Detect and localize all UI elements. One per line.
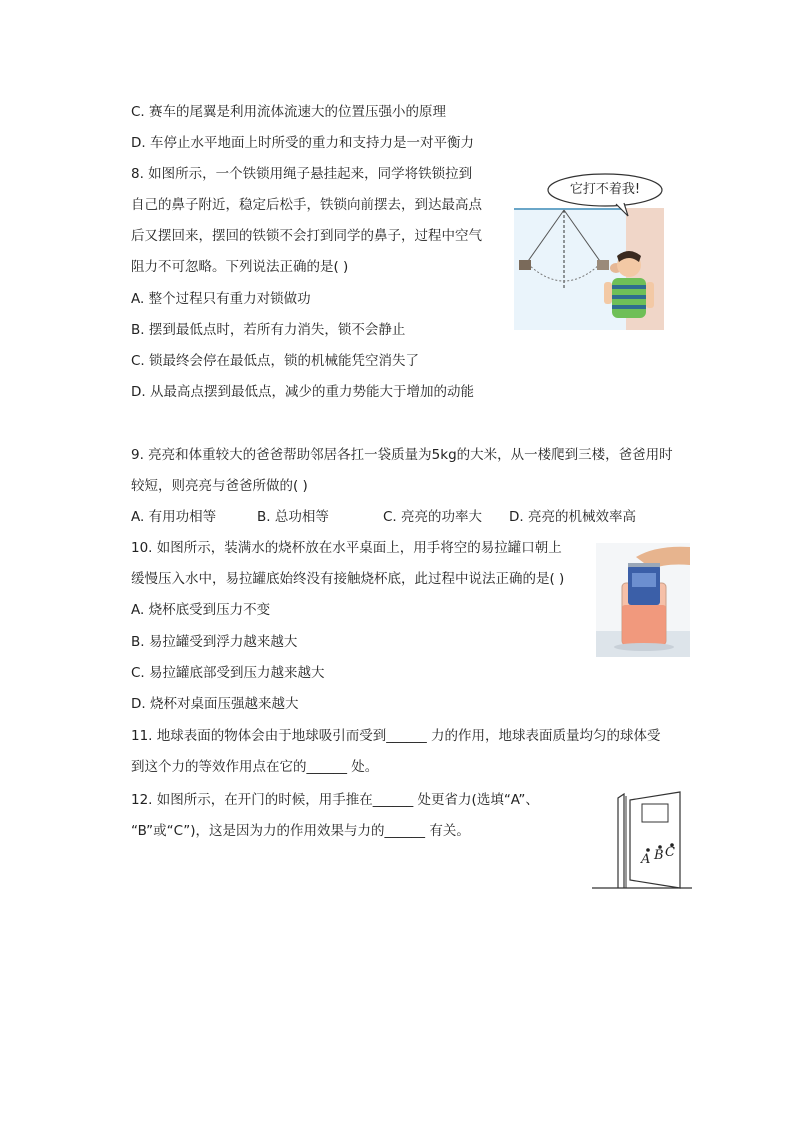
q11-line-2: 到这个力的等效作用点在它的______ 处。 [131,759,379,775]
q8-stem-line-2: 自己的鼻子附近，稳定后松手，铁锁向前摆去，到达最高点 [131,197,482,213]
door-figure [592,790,692,890]
point-b-label: B [654,848,664,863]
q10-option-b: B. 易拉罐受到浮力越来越大 [131,634,298,650]
q8-option-a: A. 整个过程只有重力对锁做功 [131,291,311,307]
q8-stem-line-4: 阻力不可忽略。下列说法正确的是( ) [131,259,349,275]
q9-option-d: D. 亮亮的机械效率高 [509,509,636,525]
beaker-photo [596,543,690,657]
q9-option-b: B. 总功相等 [257,509,329,525]
q9-option-c: C. 亮亮的功率大 [383,509,483,525]
q10-option-a: A. 烧杯底受到压力不变 [131,602,271,618]
q10-stem-line-2: 缓慢压入水中，易拉罐底始终没有接触烧杯底，此过程中说法正确的是( ) [131,571,565,587]
q10-stem-line-1: 10. 如图所示，装满水的烧杯放在水平桌面上，用手将空的易拉罐口朝上 [131,540,562,556]
q11-line-1: 11. 地球表面的物体会由于地球吸引而受到______ 力的作用，地球表面质量均匀的球体受 [131,728,661,744]
q12-line-1: 12. 如图所示，在开门的时候，用手推在______ 处更省力(选填“A”、 [131,792,539,808]
q9-option-a: A. 有用功相等 [131,509,217,525]
point-a-label: A [641,852,651,867]
q9-stem-line-1: 9. 亮亮和体重较大的爸爸帮助邻居各扛一袋质量为5kg的大米，从一楼爬到三楼，爸爸用时 [131,447,673,463]
q12-line-2: “B”或“C”)，这是因为力的作用效果与力的______ 有关。 [131,823,470,839]
speech-bubble [546,173,664,207]
q8-stem-line-3: 后又摆回来，摆回的铁锁不会打到同学的鼻子，过程中空气 [131,228,482,244]
q8-option-c: C. 锁最终会停在最低点，锁的机械能凭空消失了 [131,353,420,369]
speech-bubble-text: 它打不着我! [569,182,641,197]
q7-option-c: C. 赛车的尾翼是利用流体流速大的位置压强小的原理 [131,104,447,120]
q8-option-b: B. 摆到最低点时，若所有力消失，锁不会静止 [131,322,406,338]
q10-option-c: C. 易拉罐底部受到压力越来越大 [131,665,325,681]
q8-option-d: D. 从最高点摆到最低点，减少的重力势能大于增加的动能 [131,384,474,400]
q7-option-d: D. 车停止水平地面上时所受的重力和支持力是一对平衡力 [131,135,474,151]
q9-stem-line-2: 较短，则亮亮与爸爸所做的( ) [131,478,308,494]
point-c-label: C [665,845,675,860]
q10-option-d: D. 烧杯对桌面压强越来越大 [131,696,299,712]
q8-stem-line-1: 8. 如图所示，一个铁锁用绳子悬挂起来，同学将铁锁拉到 [131,166,473,182]
